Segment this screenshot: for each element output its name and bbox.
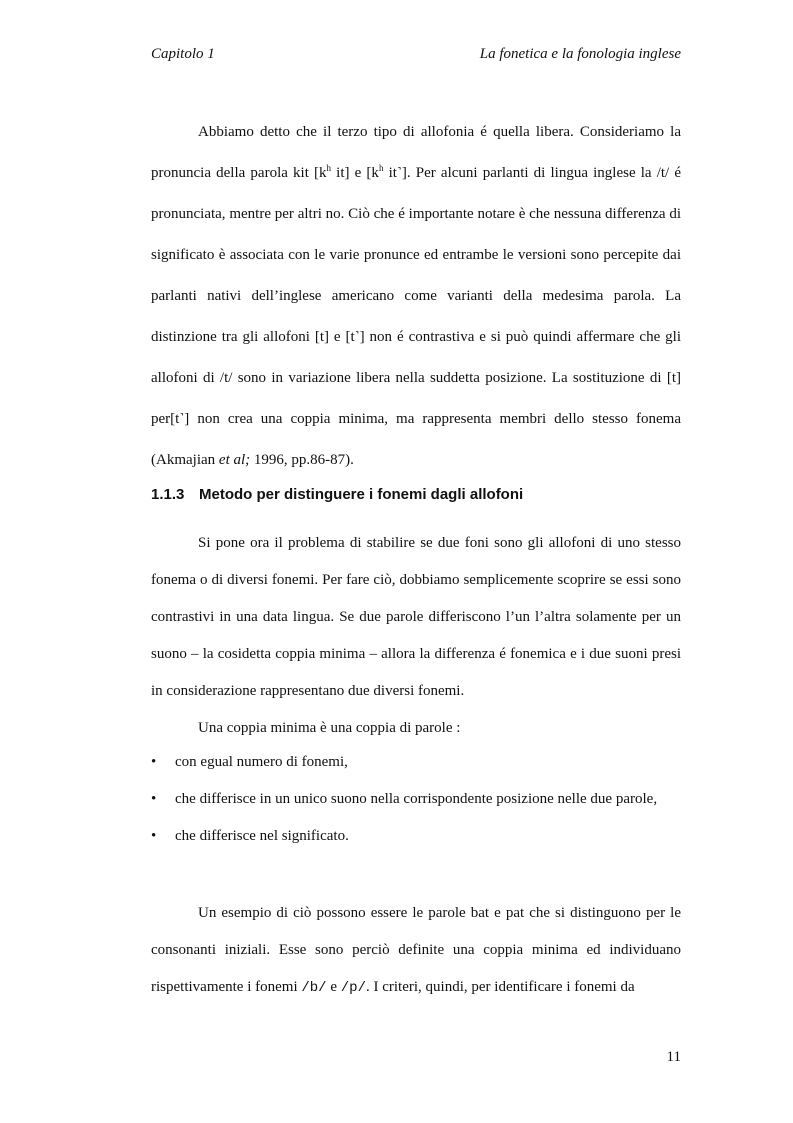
header-chapter: Capitolo 1 (151, 46, 215, 62)
list-item-text: che differisce nel significato. (175, 828, 349, 844)
para1-text-2: it] e [k (331, 165, 379, 181)
section-heading (151, 486, 681, 503)
section-number: 1.1.3 (151, 486, 185, 503)
bullet-icon: • (151, 754, 157, 770)
paragraph-allophony-free (151, 112, 681, 481)
header-title: La fonetica e la fonologia inglese (479, 46, 681, 62)
running-header (151, 46, 681, 68)
para4-text-3: . I criteri, quindi, per identificare i fonemi da (365, 979, 635, 995)
aspiration-superscript: h (378, 163, 384, 173)
page-number: 11 (666, 1049, 681, 1065)
paragraph-example (151, 895, 681, 1007)
minimal-pair-criteria-list (151, 744, 681, 855)
bullet-icon: • (151, 791, 157, 807)
phoneme-b: /b/ (301, 980, 327, 996)
para1-text-3: it˺]. Per alcuni parlanti di lingua inglese la /t/ é pronunciata, mentre per altri no. Ciò che é importante notare è che nessuna differenza di significato è associata con le varie pronunce ed entrambe le versioni sono percepite dai parlanti nativi dell’inglese americano come varianti della medesima parola. La distinzione tra gli allofoni [t] e [t˺] non é contrastiva e si può quindi affermare che gli allofoni di /t/ sono in variazione libera nella suddetta posizione. La sostituzione di [t] per[t˺] non crea una coppia minima, ma rappresenta membri dello stesso fonema (Akmajian (151, 165, 682, 468)
para4-text-1: Un esempio di ciò possono essere le parole bat e pat che si distinguono per le consonanti iniziali. Esse sono perciò definite una coppia minima ed individuano rispettivamente i fonemi (151, 905, 681, 995)
phoneme-p: /p/ (340, 980, 366, 996)
list-item (151, 744, 681, 781)
citation-et-al: et al; (218, 452, 251, 468)
paragraph-minimal-pair-intro: Una coppia minima è una coppia di parole : (198, 720, 461, 736)
list-item-text: con egual numero di fonemi, (175, 754, 348, 770)
list-item-text: che differisce in un unico suono nella corrispondente posizione nelle due parole, (175, 791, 658, 807)
aspiration-superscript: h (326, 163, 332, 173)
list-item (151, 781, 681, 818)
paragraph-method: Si pone ora il problema di stabilire se due foni sono gli allofoni di uno stesso fonema o di diversi fonemi. Per fare ciò, dobbiamo semplicemente scoprire se essi sono contrastivi in una data lingua. Se due parole differiscono l’un l’altra solamente per un suono – la cosidetta coppia minima – allora la differenza é fonemica e i due suoni presi in considerazione rappresentano due diversi fonemi. (151, 535, 681, 699)
para1-text-1: Abbiamo detto che il terzo tipo di allofonia é quella libera. Consideriamo la pronuncia della parola kit [k (151, 124, 681, 181)
list-item (151, 818, 681, 855)
section-title: Metodo per distinguere i fonemi dagli allofoni (199, 486, 524, 503)
para4-text-2: e (326, 979, 341, 995)
para1-text-4: 1996, pp.86-87). (250, 452, 354, 468)
bullet-icon: • (151, 828, 157, 844)
